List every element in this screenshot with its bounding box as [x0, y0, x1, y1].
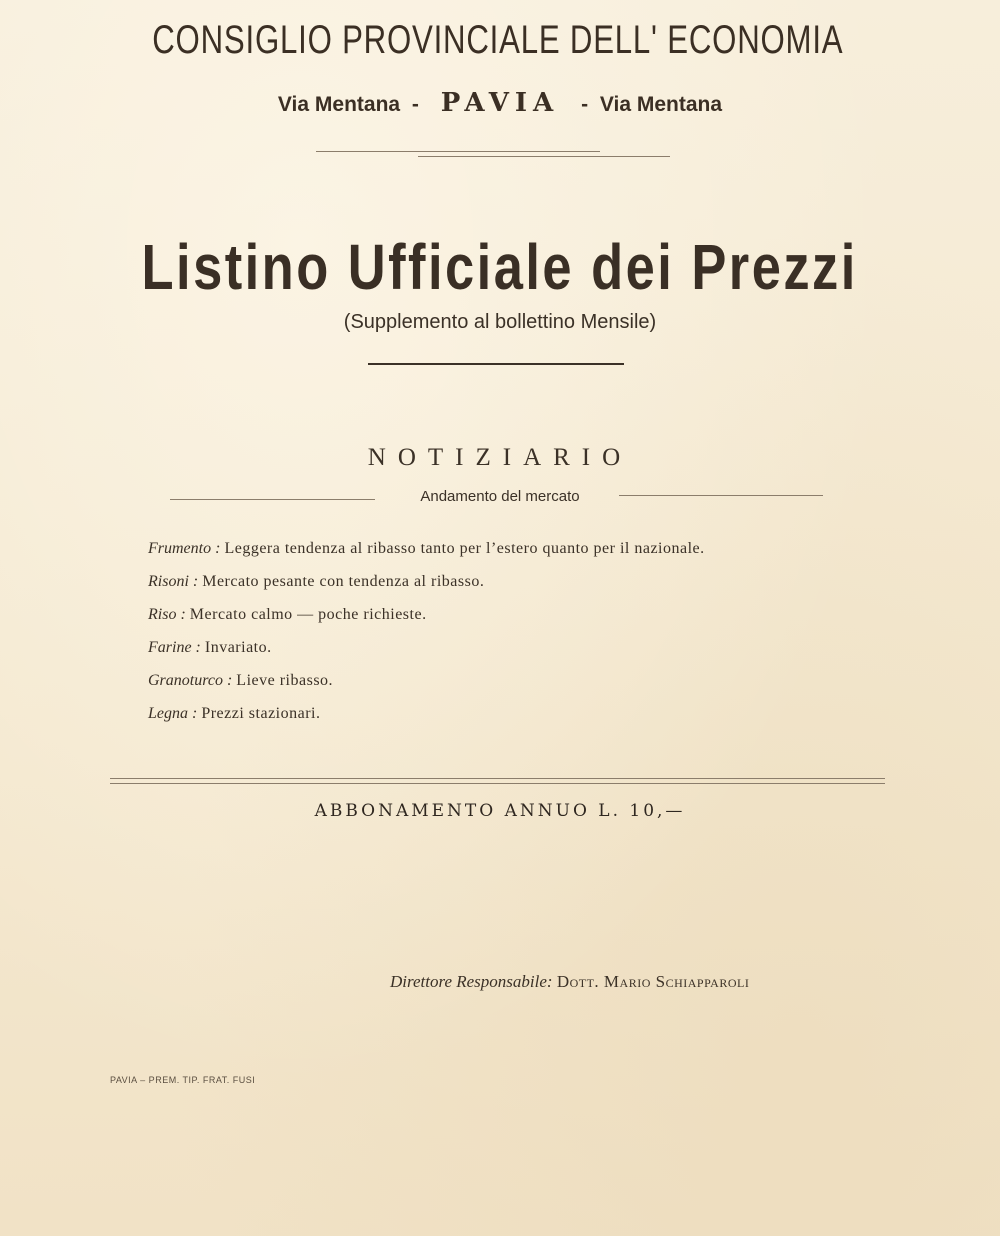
market-item-label: Legna : [148, 705, 198, 722]
market-item-label: Frumento : [148, 540, 221, 557]
market-item-frumento [148, 540, 705, 573]
director-line [390, 972, 749, 992]
address-right: Via Mentana [599, 93, 723, 116]
market-item-text: Leggera tendenza al ribasso tanto per l’estero quanto per il nazionale. [224, 540, 705, 557]
section-rule-right [619, 495, 823, 496]
market-item-label: Farine : [148, 639, 201, 656]
market-item-text: Prezzi stazionari. [201, 705, 321, 722]
address-row [0, 88, 1000, 118]
printer-credit: PAVIA – PREM. TIP. FRAT. FUSI [110, 1075, 256, 1085]
section-subtitle: Andamento del mercato [420, 488, 580, 505]
header-title: CONSIGLIO PROVINCIALE DELL' ECONOMIA [152, 18, 844, 62]
address-left: Via Mentana [277, 93, 401, 116]
title-rule [368, 363, 624, 365]
market-item-legna [148, 705, 705, 738]
market-item-risoni [148, 573, 705, 606]
market-item-text: Mercato calmo — poche richieste. [189, 606, 427, 623]
section-title: NOTIZIARIO [367, 444, 633, 471]
market-item-farine [148, 639, 705, 672]
header-rule-2 [418, 156, 670, 157]
market-report-list [148, 540, 705, 738]
subscription-price: ABBONAMENTO ANNUO L. 10,— [314, 801, 686, 821]
market-item-riso [148, 606, 705, 639]
subscription-rule-top [110, 778, 885, 779]
header-rule-1 [316, 151, 600, 152]
market-item-granoturco [148, 672, 705, 705]
publication-title: Listino Ufficiale dei Prezzi [141, 231, 858, 303]
market-item-text: Invariato. [204, 639, 272, 656]
director-name: Dott. Mario Schiapparoli [556, 972, 750, 991]
market-item-label: Granoturco : [148, 672, 233, 689]
address-separator-left: - [411, 93, 419, 116]
market-item-text: Lieve ribasso. [236, 672, 334, 689]
director-role: Direttore Responsabile: [390, 972, 553, 991]
market-item-label: Riso : [148, 606, 186, 623]
address-separator-right: - [581, 93, 589, 116]
city-name: PAVIA [440, 88, 560, 118]
publication-subtitle: (Supplemento al bollettino Mensile) [343, 311, 657, 333]
subscription-rule-bottom [110, 783, 885, 784]
market-item-label: Risoni : [148, 573, 199, 590]
market-item-text: Mercato pesante con tendenza al ribasso. [202, 573, 485, 590]
